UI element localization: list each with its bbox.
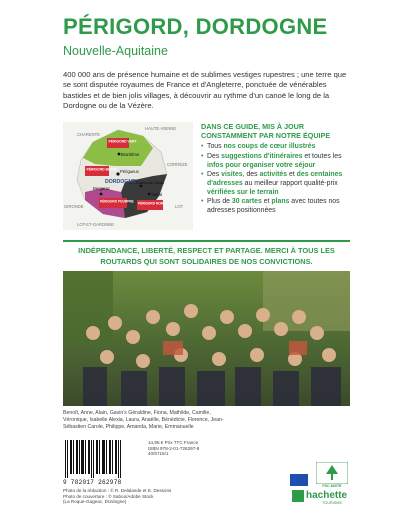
section-divider	[63, 240, 350, 242]
town-les-eyzies: Les Eyzies-de-Tayac	[129, 181, 165, 185]
zone-perigord-pourpre: PÉRIGORD POURPRE	[100, 199, 134, 204]
town-sarlat: Sarlat	[151, 192, 162, 197]
town-bergerac: Bergerac	[93, 186, 110, 191]
region-map	[63, 122, 193, 230]
barcode-number: 9 782017 262978	[63, 479, 122, 486]
zone-perigord-vert: PÉRIGORD VERT	[108, 139, 137, 144]
price-isbn: 14,95 € Prix TTC France ISBN 978-2-01-726297-8 40/6715/1	[148, 440, 200, 457]
guide-heading: DANS CE GUIDE, MIS À JOUR CONSTAMMENT PAR NOTRE ÉQUIPE	[201, 122, 331, 141]
map-center-label: DORDOGNE	[105, 179, 136, 185]
guide-features	[201, 122, 349, 215]
label-haute-vienne: HAUTE-VIENNE	[145, 126, 177, 131]
intro-paragraph: 400 000 ans de présence humaine et de sublimes vestiges rupestres ; une terre que se sont disputée royaumes de France et d'Angleterre, ponctuée de vénérables bastides et de bien jolis villages, à découvrir au rythme d'un canoë le long de la Dordogne ou de la Vézère.	[63, 70, 347, 111]
barcode	[63, 438, 123, 480]
guide-item: • Des visites, des activités et des centaines d'adresses au meilleur rapport qualité-prix vérifiées sur le terrain	[201, 170, 349, 197]
fsc-logo-icon	[316, 462, 348, 484]
eu-flag-icon	[290, 474, 308, 486]
photo-credits: Photo de la rédaction : © R. Delalande et E. Dessons Photo de couverture : © Saboo/Adobe Stock (La Roque-Gageac, Dordogne)	[63, 488, 172, 505]
team-photo	[63, 271, 350, 406]
book-subtitle: Nouvelle-Aquitaine	[63, 44, 168, 58]
guide-item: • Plus de 30 cartes et plans avec toutes nos adresses positionnées	[201, 197, 349, 215]
publisher-name: hachette	[306, 490, 348, 501]
town-perigueux: Périgueux	[120, 169, 139, 174]
hachette-logo-icon	[292, 490, 304, 502]
label-charente: CHARENTE	[77, 132, 101, 137]
label-lot: LOT	[175, 204, 184, 209]
fsc-label: FSC MIXTE	[322, 484, 342, 488]
slogan: INDÉPENDANCE, LIBERTÉ, RESPECT ET PARTAGE. MERCI À TOUS LES ROUTARDS QUI SONT SOLIDAIRES DE NOS CONVICTIONS.	[78, 246, 335, 266]
label-lot-et-garonne: LOT-ET-GARONNE	[77, 222, 114, 227]
guide-item: • Des suggestions d'itinéraires et toutes les infos pour organiser votre séjour	[201, 152, 349, 170]
zone-perigord-noir: PÉRIGORD NOIR	[138, 201, 164, 206]
label-gironde: GIRONDE	[64, 204, 84, 209]
label-correze: CORRÈZE	[167, 162, 188, 167]
town-brantome: Brantôme	[121, 152, 140, 157]
book-title: PÉRIGORD, DORDOGNE	[63, 14, 328, 39]
guide-item: • Tous nos coups de cœur illustrés	[201, 142, 349, 151]
publisher-sub: TOURISME	[322, 501, 342, 505]
team-names: Benoît, Anne, Alain, Gavin's Géraldine, Fiona, Mathilde, Camille, Véronique, Isabelle Alexia, Laura, Anaëlle, Bénédicte, Florence, Jean-Sébastien Carole, Philippe, Amanda, Marie, Emmanuelle	[63, 410, 224, 430]
zone-perigord-blanc: PÉRIGORD BLANC	[86, 167, 118, 172]
